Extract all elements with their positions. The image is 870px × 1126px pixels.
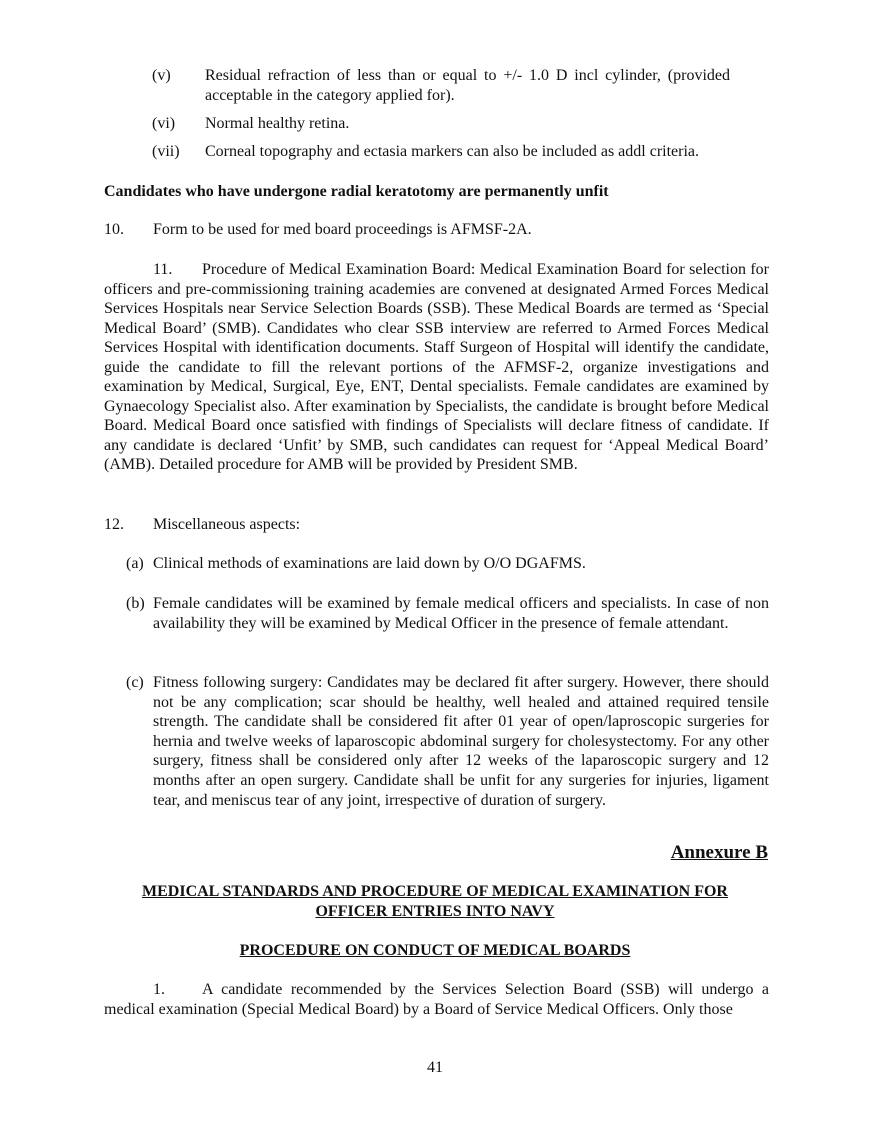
para-1-number: 1. bbox=[153, 981, 165, 998]
misc-a-label: (a) bbox=[126, 555, 144, 572]
misc-b-label: (b) bbox=[126, 595, 145, 612]
item-v-text: Residual refraction of less than or equal to +/- 1.0 D incl cylinder, (provided acceptable in the category applied for). bbox=[205, 67, 730, 104]
misc-b-text: Female candidates will be examined by female medical officers and specialists. In case of non availability they will be examined by Medical Officer in the presence of female attendant. bbox=[153, 595, 769, 632]
page-number: 41 bbox=[427, 1059, 443, 1076]
para-10-number: 10. bbox=[104, 221, 124, 238]
para-12-number: 12. bbox=[104, 516, 124, 533]
item-vii-text: Corneal topography and ectasia markers can also be included as addl criteria. bbox=[205, 143, 700, 160]
para-11-number: 11. bbox=[153, 261, 173, 278]
radial-keratotomy-note: Candidates who have undergone radial keratotomy are permanently unfit bbox=[104, 183, 609, 200]
para-1 bbox=[104, 980, 769, 1019]
para-1-text: A candidate recommended by the Services Selection Board (SSB) will undergo a medical examination (Special Medical Board) by a Board of Service Medical Officers. Only those bbox=[104, 981, 769, 1018]
para-12-text: Miscellaneous aspects: bbox=[153, 516, 301, 533]
para-10-text: Form to be used for med board proceedings is AFMSF-2A. bbox=[153, 221, 532, 238]
annexure-title: Annexure B bbox=[670, 842, 768, 863]
misc-c-label: (c) bbox=[126, 674, 144, 691]
item-vi-text: Normal healthy retina. bbox=[205, 115, 350, 132]
para-11 bbox=[104, 260, 769, 475]
main-heading-line-1: MEDICAL STANDARDS AND PROCEDURE OF MEDICAL EXAMINATION FOR bbox=[142, 883, 728, 900]
para-11-text: Procedure of Medical Examination Board: Medical Examination Board for selection for officers and pre-commissioning training academies are convened at designated Armed Forces Medical Services Hospitals near Service Selection Boards (SSB). These Medical Boards are termed as ‘Special Medical Board’ (SMB). Candidates who clear SSB interview are referred to Armed Forces Medical Services Hospital with identification documents. Staff Surgeon of Hospital will identify the candidate, guide the candidate to fill the relevant portions of the AFMSF-2, organize investigations and examination by Medical, Surgical, Eye, ENT, Dental specialists. Female candidates are examined by Gynaecology Specialist also. After examination by Specialists, the candidate is brought before Medical Board. Medical Board once satisfied with findings of Specialists will declare fitness of candidate. If any candidate is declared ‘Unfit’ by SMB, such candidates can request for ‘Appeal Medical Board’ (AMB). Detailed procedure for AMB will be provided by President SMB. bbox=[104, 261, 769, 474]
item-vii-number: (vii) bbox=[152, 143, 180, 160]
item-v-number: (v) bbox=[152, 67, 171, 84]
item-vi-number: (vi) bbox=[152, 115, 176, 132]
sub-heading: PROCEDURE ON CONDUCT OF MEDICAL BOARDS bbox=[239, 942, 631, 959]
misc-c-text: Fitness following surgery: Candidates may be declared fit after surgery. However, there should not be any complication; scar should be healthy, well healed and attained required tensile strength. The candidate shall be considered fit after 01 year of open/laproscopic surgeries for hernia and twelve weeks of laparoscopic abdominal surgery for cholesystectomy. For any other surgery, fitness shall be considered only after 12 weeks of the laparoscopic surgery and 12 months after an open surgery. Candidate shall be unfit for any surgeries for injuries, ligament tear, and meniscus tear of any joint, irrespective of duration of surgery. bbox=[153, 674, 769, 809]
misc-a-text: Clinical methods of examinations are laid down by O/O DGAFMS. bbox=[153, 555, 586, 572]
main-heading-line-2: OFFICER ENTRIES INTO NAVY bbox=[315, 903, 555, 920]
